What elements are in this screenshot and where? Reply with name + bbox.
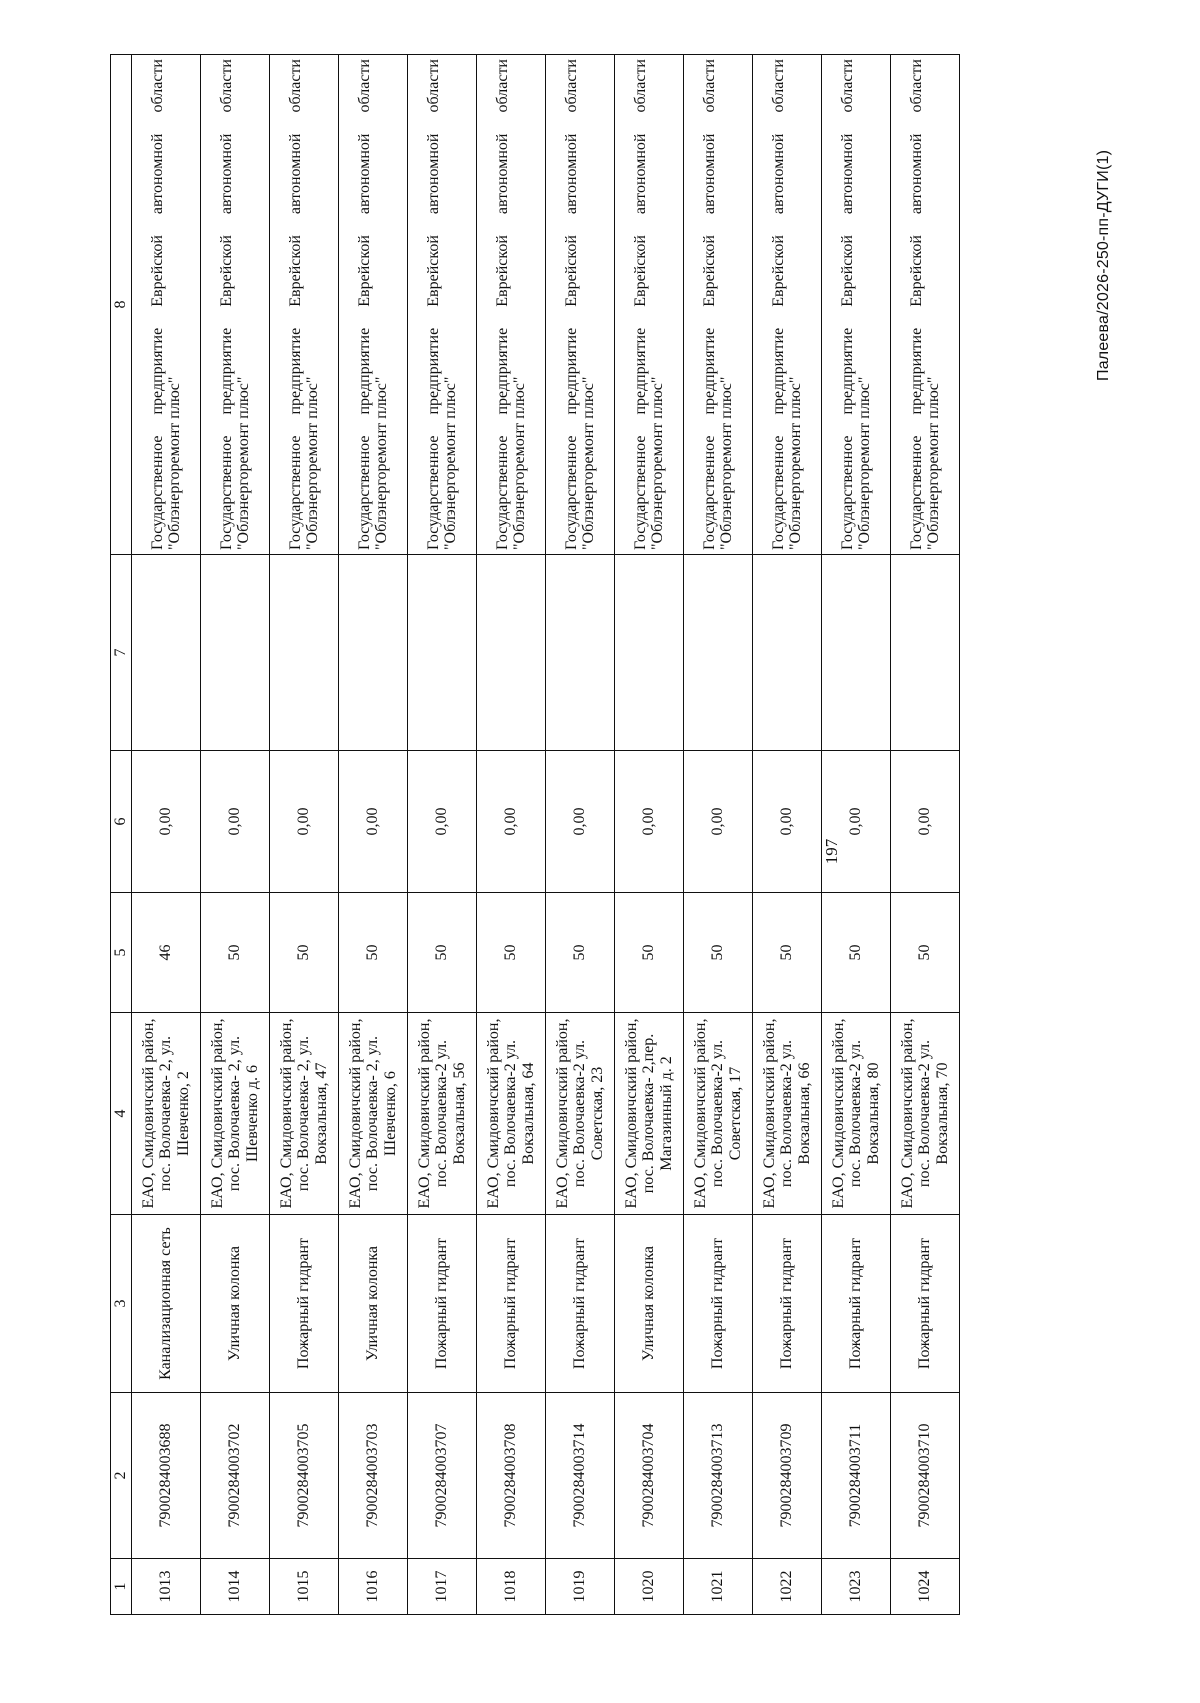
organization-cell: Государственное предприятие Еврейской автономной области "Облэнергоремонт плюс" <box>546 55 615 555</box>
column-7-cell <box>270 555 339 751</box>
column-7-cell <box>684 555 753 751</box>
organization-cell: Государственное предприятие Еврейской автономной области "Облэнергоремонт плюс" <box>684 55 753 555</box>
cadastral-number-cell: 7900284003709 <box>753 1393 822 1559</box>
column-7-cell <box>201 555 270 751</box>
row-number-cell: 1019 <box>546 1559 615 1615</box>
organization-cell: Государственное предприятие Еврейской автономной области "Облэнергоремонт плюс" <box>615 55 684 555</box>
row-number-cell: 1014 <box>201 1559 270 1615</box>
column-5-cell: 50 <box>270 893 339 1013</box>
column-6-cell: 0,00 <box>270 751 339 893</box>
object-type-cell: Уличная колонка <box>201 1215 270 1393</box>
header-cell: 5 <box>111 893 132 1013</box>
column-6-cell: 0,00 <box>822 751 891 893</box>
object-type-cell: Пожарный гидрант <box>408 1215 477 1393</box>
column-6-cell: 0,00 <box>753 751 822 893</box>
table-row <box>891 55 960 1615</box>
column-6-cell: 0,00 <box>201 751 270 893</box>
table-row <box>822 55 891 1615</box>
column-7-cell <box>408 555 477 751</box>
table-row <box>477 55 546 1615</box>
row-number-cell: 1020 <box>615 1559 684 1615</box>
row-number-cell: 1018 <box>477 1559 546 1615</box>
table-row <box>684 55 753 1615</box>
row-number-cell: 1016 <box>339 1559 408 1615</box>
organization-cell: Государственное предприятие Еврейской автономной области "Облэнергоремонт плюс" <box>891 55 960 555</box>
object-type-cell: Пожарный гидрант <box>546 1215 615 1393</box>
table-row <box>339 55 408 1615</box>
row-number-cell: 1021 <box>684 1559 753 1615</box>
cadastral-number-cell: 7900284003703 <box>339 1393 408 1559</box>
address-cell: ЕАО, Смидовичский район, пос. Волочаевка-2 ул. Вокзальная, 56 <box>408 1013 477 1215</box>
page-number: 197 <box>822 838 841 865</box>
table-row <box>201 55 270 1615</box>
row-number-cell: 1023 <box>822 1559 891 1615</box>
organization-cell: Государственное предприятие Еврейской автономной области "Облэнергоремонт плюс" <box>270 55 339 555</box>
column-5-cell: 50 <box>615 893 684 1013</box>
row-number-cell: 1013 <box>132 1559 201 1615</box>
cadastral-number-cell: 7900284003688 <box>132 1393 201 1559</box>
row-number-cell: 1022 <box>753 1559 822 1615</box>
organization-cell: Государственное предприятие Еврейской автономной области "Облэнергоремонт плюс" <box>339 55 408 555</box>
column-7-cell <box>753 555 822 751</box>
object-type-cell: Пожарный гидрант <box>891 1215 960 1393</box>
organization-cell: Государственное предприятие Еврейской автономной области "Облэнергоремонт плюс" <box>822 55 891 555</box>
header-cell: 6 <box>111 751 132 893</box>
row-number-cell: 1017 <box>408 1559 477 1615</box>
address-cell: ЕАО, Смидовичский район, пос. Волочаевка-2 ул. Советская, 23 <box>546 1013 615 1215</box>
address-cell: ЕАО, Смидовичский район, пос. Волочаевка-2 ул. Вокзальная, 64 <box>477 1013 546 1215</box>
header-cell: 1 <box>111 1559 132 1615</box>
column-6-cell: 0,00 <box>684 751 753 893</box>
column-5-cell: 50 <box>408 893 477 1013</box>
column-7-cell <box>477 555 546 751</box>
column-6-cell: 0,00 <box>339 751 408 893</box>
object-type-cell: Пожарный гидрант <box>684 1215 753 1393</box>
address-cell: ЕАО, Смидовичский район, пос. Волочаевка- 2, ул. Шевченко д. 6 <box>201 1013 270 1215</box>
address-cell: ЕАО, Смидовичский район, пос. Волочаевка- 2,пер. Магазинный д. 2 <box>615 1013 684 1215</box>
column-7-cell <box>891 555 960 751</box>
organization-cell: Государственное предприятие Еврейской автономной области "Облэнергоремонт плюс" <box>753 55 822 555</box>
organization-cell: Государственное предприятие Еврейской автономной области "Облэнергоремонт плюс" <box>408 55 477 555</box>
column-6-cell: 0,00 <box>132 751 201 893</box>
cadastral-number-cell: 7900284003707 <box>408 1393 477 1559</box>
column-5-cell: 50 <box>546 893 615 1013</box>
cadastral-number-cell: 7900284003705 <box>270 1393 339 1559</box>
table-row <box>546 55 615 1615</box>
column-5-cell: 50 <box>201 893 270 1013</box>
cadastral-number-cell: 7900284003714 <box>546 1393 615 1559</box>
column-5-cell: 46 <box>132 893 201 1013</box>
table-row <box>132 55 201 1615</box>
object-type-cell: Пожарный гидрант <box>477 1215 546 1393</box>
document-reference: Палеева/2026-250-пп-ДУГИ(1) <box>1095 149 1112 381</box>
object-type-cell: Пожарный гидрант <box>270 1215 339 1393</box>
cadastral-number-cell: 7900284003702 <box>201 1393 270 1559</box>
table-row <box>615 55 684 1615</box>
column-7-cell <box>339 555 408 751</box>
organization-cell: Государственное предприятие Еврейской автономной области "Облэнергоремонт плюс" <box>201 55 270 555</box>
header-cell: 8 <box>111 55 132 555</box>
address-cell: ЕАО, Смидовичский район, пос. Волочаевка- 2, ул. Вокзальная, 47 <box>270 1013 339 1215</box>
column-5-cell: 50 <box>822 893 891 1013</box>
column-5-cell: 50 <box>753 893 822 1013</box>
table-row <box>753 55 822 1615</box>
table-row <box>408 55 477 1615</box>
cadastral-number-cell: 7900284003713 <box>684 1393 753 1559</box>
header-row <box>111 55 132 1615</box>
header-cell: 3 <box>111 1215 132 1393</box>
column-5-cell: 50 <box>684 893 753 1013</box>
header-cell: 7 <box>111 555 132 751</box>
address-cell: ЕАО, Смидовичский район, пос. Волочаевка-2 ул. Советская, 17 <box>684 1013 753 1215</box>
table-row <box>270 55 339 1615</box>
object-type-cell: Канализационная сеть <box>132 1215 201 1393</box>
cadastral-number-cell: 7900284003704 <box>615 1393 684 1559</box>
column-6-cell: 0,00 <box>477 751 546 893</box>
object-type-cell: Пожарный гидрант <box>753 1215 822 1393</box>
object-type-cell: Уличная колонка <box>615 1215 684 1393</box>
row-number-cell: 1024 <box>891 1559 960 1615</box>
object-type-cell: Уличная колонка <box>339 1215 408 1393</box>
column-7-cell <box>132 555 201 751</box>
column-6-cell: 0,00 <box>546 751 615 893</box>
column-7-cell <box>822 555 891 751</box>
address-cell: ЕАО, Смидовичский район, пос. Волочаевка-2 ул. Вокзальная, 80 <box>822 1013 891 1215</box>
header-cell: 2 <box>111 1393 132 1559</box>
row-number-cell: 1015 <box>270 1559 339 1615</box>
column-7-cell <box>615 555 684 751</box>
cadastral-number-cell: 7900284003711 <box>822 1393 891 1559</box>
registry-table <box>110 54 960 1615</box>
column-7-cell <box>546 555 615 751</box>
column-5-cell: 50 <box>477 893 546 1013</box>
column-6-cell: 0,00 <box>408 751 477 893</box>
column-5-cell: 50 <box>891 893 960 1013</box>
column-6-cell: 0,00 <box>891 751 960 893</box>
cadastral-number-cell: 7900284003708 <box>477 1393 546 1559</box>
organization-cell: Государственное предприятие Еврейской автономной области "Облэнергоремонт плюс" <box>477 55 546 555</box>
address-cell: ЕАО, Смидовичский район, пос. Волочаевка- 2, ул. Шевченко, 6 <box>339 1013 408 1215</box>
header-cell: 4 <box>111 1013 132 1215</box>
cadastral-number-cell: 7900284003710 <box>891 1393 960 1559</box>
address-cell: ЕАО, Смидовичский район, пос. Волочаевка- 2, ул. Шевченко, 2 <box>132 1013 201 1215</box>
address-cell: ЕАО, Смидовичский район, пос. Волочаевка-2 ул. Вокзальная, 66 <box>753 1013 822 1215</box>
organization-cell: Государственное предприятие Еврейской автономной области "Облэнергоремонт плюс" <box>132 55 201 555</box>
object-type-cell: Пожарный гидрант <box>822 1215 891 1393</box>
column-6-cell: 0,00 <box>615 751 684 893</box>
address-cell: ЕАО, Смидовичский район, пос. Волочаевка-2 ул. Вокзальная, 70 <box>891 1013 960 1215</box>
column-5-cell: 50 <box>339 893 408 1013</box>
